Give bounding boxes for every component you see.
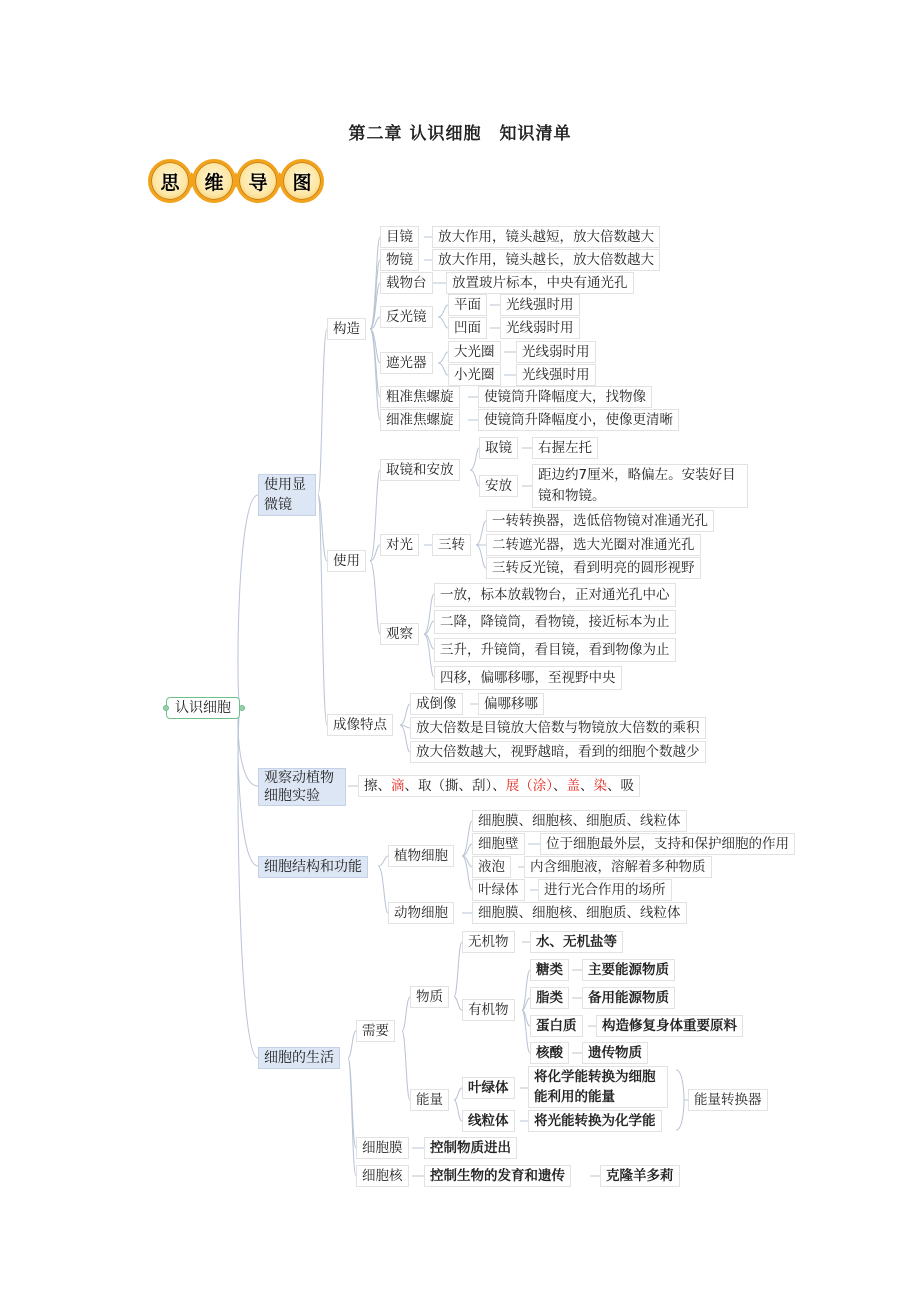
category-life: 细胞的生活 [258, 1047, 340, 1069]
place-desc: 距边约7厘米，略偏左。安装好目镜和物镜。 [532, 464, 748, 508]
root-joint-right [239, 705, 245, 711]
organic-node: 有机物 [462, 999, 515, 1021]
observe-step1: 一放，标本放载物台，正对通光孔中心 [434, 583, 676, 607]
use-node: 使用 [327, 550, 366, 572]
energy-chloroplast-desc: 将化学能转换为细胞能利用的能量 [528, 1066, 668, 1108]
energy-mito-desc: 将光能转换为化学能 [528, 1110, 662, 1132]
inorganic-node: 无机物 [462, 931, 515, 953]
magnification-effect: 放大倍数越大，视野越暗，看到的细胞个数越少 [410, 741, 706, 763]
category-structure: 细胞结构和功能 [258, 856, 368, 878]
badge-char-4: 图 [280, 159, 324, 203]
experiment-step: 吸 [620, 778, 634, 794]
energy-chloroplast-node: 叶绿体 [462, 1077, 515, 1099]
experiment-step: 、 [553, 778, 567, 794]
objective-desc: 放大作用，镜头越长，放大倍数越大 [432, 249, 660, 271]
inverted-desc: 偏哪移哪 [478, 693, 544, 715]
experiment-step: 展（涂） [505, 778, 553, 794]
experiment-step: 、 [377, 778, 391, 794]
turn3-desc: 三转反光镜，看到明亮的圆形视野 [486, 557, 701, 579]
mirror-node: 反光镜 [380, 306, 433, 328]
three-turns-node: 三转 [432, 534, 471, 556]
take-desc: 右握左托 [532, 437, 598, 459]
experiment-step: 擦 [364, 778, 378, 794]
animal-cell-parts: 细胞膜、细胞核、细胞质、线粒体 [472, 902, 687, 924]
mirror-concave: 凹面 [448, 317, 487, 339]
mirror-concave-desc: 光线弱时用 [500, 317, 580, 339]
stage-desc: 放置玻片标本，中央有通光孔 [446, 272, 634, 294]
badge-char-1: 思 [148, 159, 192, 203]
fine-node: 细准焦螺旋 [380, 409, 460, 431]
nucleus-node: 细胞核 [356, 1165, 409, 1187]
mirror-flat-desc: 光线强时用 [500, 294, 580, 316]
cell-wall-desc: 位于细胞最外层，支持和保护细胞的作用 [540, 833, 795, 855]
observe-step4: 四移，偏哪移哪，至视野中央 [434, 666, 622, 690]
experiment-step: 盖 [566, 778, 580, 794]
membrane-node: 细胞膜 [356, 1137, 409, 1159]
objective-node: 物镜 [380, 249, 419, 271]
membrane-desc: 控制物质进出 [424, 1137, 517, 1159]
needs-node: 需要 [356, 1020, 395, 1042]
diaphragm-small: 小光圈 [448, 364, 501, 386]
nucleic-desc: 遗传物质 [582, 1042, 648, 1064]
diaphragm-big-desc: 光线弱时用 [516, 341, 596, 363]
experiment-step: 、 [580, 778, 594, 794]
experiment-step: 滴 [391, 778, 405, 794]
category-experiment: 观察动植物细胞实验 [258, 768, 346, 806]
chloroplast-node: 叶绿体 [472, 879, 525, 901]
observe-step3: 三升，升镜筒，看目镜，看到物像为止 [434, 638, 676, 662]
chloroplast-desc: 进行光合作用的场所 [538, 879, 672, 901]
matter-node: 物质 [410, 986, 449, 1008]
category-microscope: 使用显微镜 [258, 474, 316, 516]
diaphragm-node: 遮光器 [380, 352, 433, 374]
observe-step2: 二降，降镜筒，看物镜，接近标本为止 [434, 610, 676, 634]
diaphragm-small-desc: 光线强时用 [516, 364, 596, 386]
nucleic-node: 核酸 [530, 1042, 569, 1064]
nucleus-desc: 控制生物的发育和遗传 [424, 1165, 571, 1187]
sugar-desc: 主要能源物质 [582, 959, 675, 981]
protein-node: 蛋白质 [530, 1015, 583, 1037]
eyepiece-desc: 放大作用，镜头越短，放大倍数越大 [432, 226, 660, 248]
imaging-node: 成像特点 [327, 714, 393, 736]
vacuole-desc: 内含细胞液，溶解着多种物质 [524, 856, 712, 878]
fat-node: 脂类 [530, 987, 569, 1009]
energy-mito-node: 线粒体 [462, 1110, 515, 1132]
diaphragm-big: 大光圈 [448, 341, 501, 363]
magnification-rule: 放大倍数是目镜放大倍数与物镜放大倍数的乘积 [410, 717, 706, 739]
experiment-step: 取（撕、刮） [418, 778, 493, 794]
cell-wall-node: 细胞壁 [472, 833, 525, 855]
sugar-node: 糖类 [530, 959, 569, 981]
eyepiece-node: 目镜 [380, 226, 419, 248]
turn1-desc: 一转转换器，选低倍物镜对准通光孔 [486, 510, 714, 532]
place-node: 安放 [479, 475, 518, 497]
mirror-flat: 平面 [448, 294, 487, 316]
energy-node: 能量 [410, 1089, 449, 1111]
take-place-node: 取镜和安放 [380, 459, 460, 481]
construct-node: 构造 [327, 318, 366, 340]
experiment-steps [358, 775, 640, 797]
protein-desc: 构造修复身体重要原料 [596, 1015, 743, 1037]
experiment-step: 染 [593, 778, 607, 794]
align-node: 对光 [380, 534, 419, 556]
clone-node: 克隆羊多莉 [600, 1165, 680, 1187]
page-title: 第二章 认识细胞 知识清单 [348, 124, 572, 144]
coarse-desc: 使镜筒升降幅度大，找物像 [478, 386, 652, 408]
badge-char-2: 维 [192, 159, 236, 203]
experiment-step: 、 [404, 778, 418, 794]
root-node: 认识细胞 [166, 697, 240, 719]
experiment-step: 、 [607, 778, 621, 794]
take-node: 取镜 [479, 437, 518, 459]
inverted-node: 成倒像 [410, 693, 463, 715]
plant-cell-node: 植物细胞 [388, 845, 454, 867]
fat-desc: 备用能源物质 [582, 987, 675, 1009]
energy-converter-node: 能量转换器 [688, 1089, 768, 1111]
coarse-node: 粗准焦螺旋 [380, 386, 460, 408]
vacuole-node: 液泡 [472, 856, 511, 878]
experiment-step: 、 [492, 778, 506, 794]
inorganic-desc: 水、无机盐等 [530, 931, 623, 953]
stage-node: 载物台 [380, 272, 433, 294]
observe-node: 观察 [380, 623, 419, 645]
badge-char-3: 导 [236, 159, 280, 203]
root-joint-left [163, 705, 169, 711]
animal-cell-node: 动物细胞 [388, 902, 454, 924]
turn2-desc: 二转遮光器，选大光圈对准通光孔 [486, 534, 701, 556]
fine-desc: 使镜筒升降幅度小，使像更清晰 [478, 409, 679, 431]
plant-cell-parts: 细胞膜、细胞核、细胞质、线粒体 [472, 810, 687, 832]
